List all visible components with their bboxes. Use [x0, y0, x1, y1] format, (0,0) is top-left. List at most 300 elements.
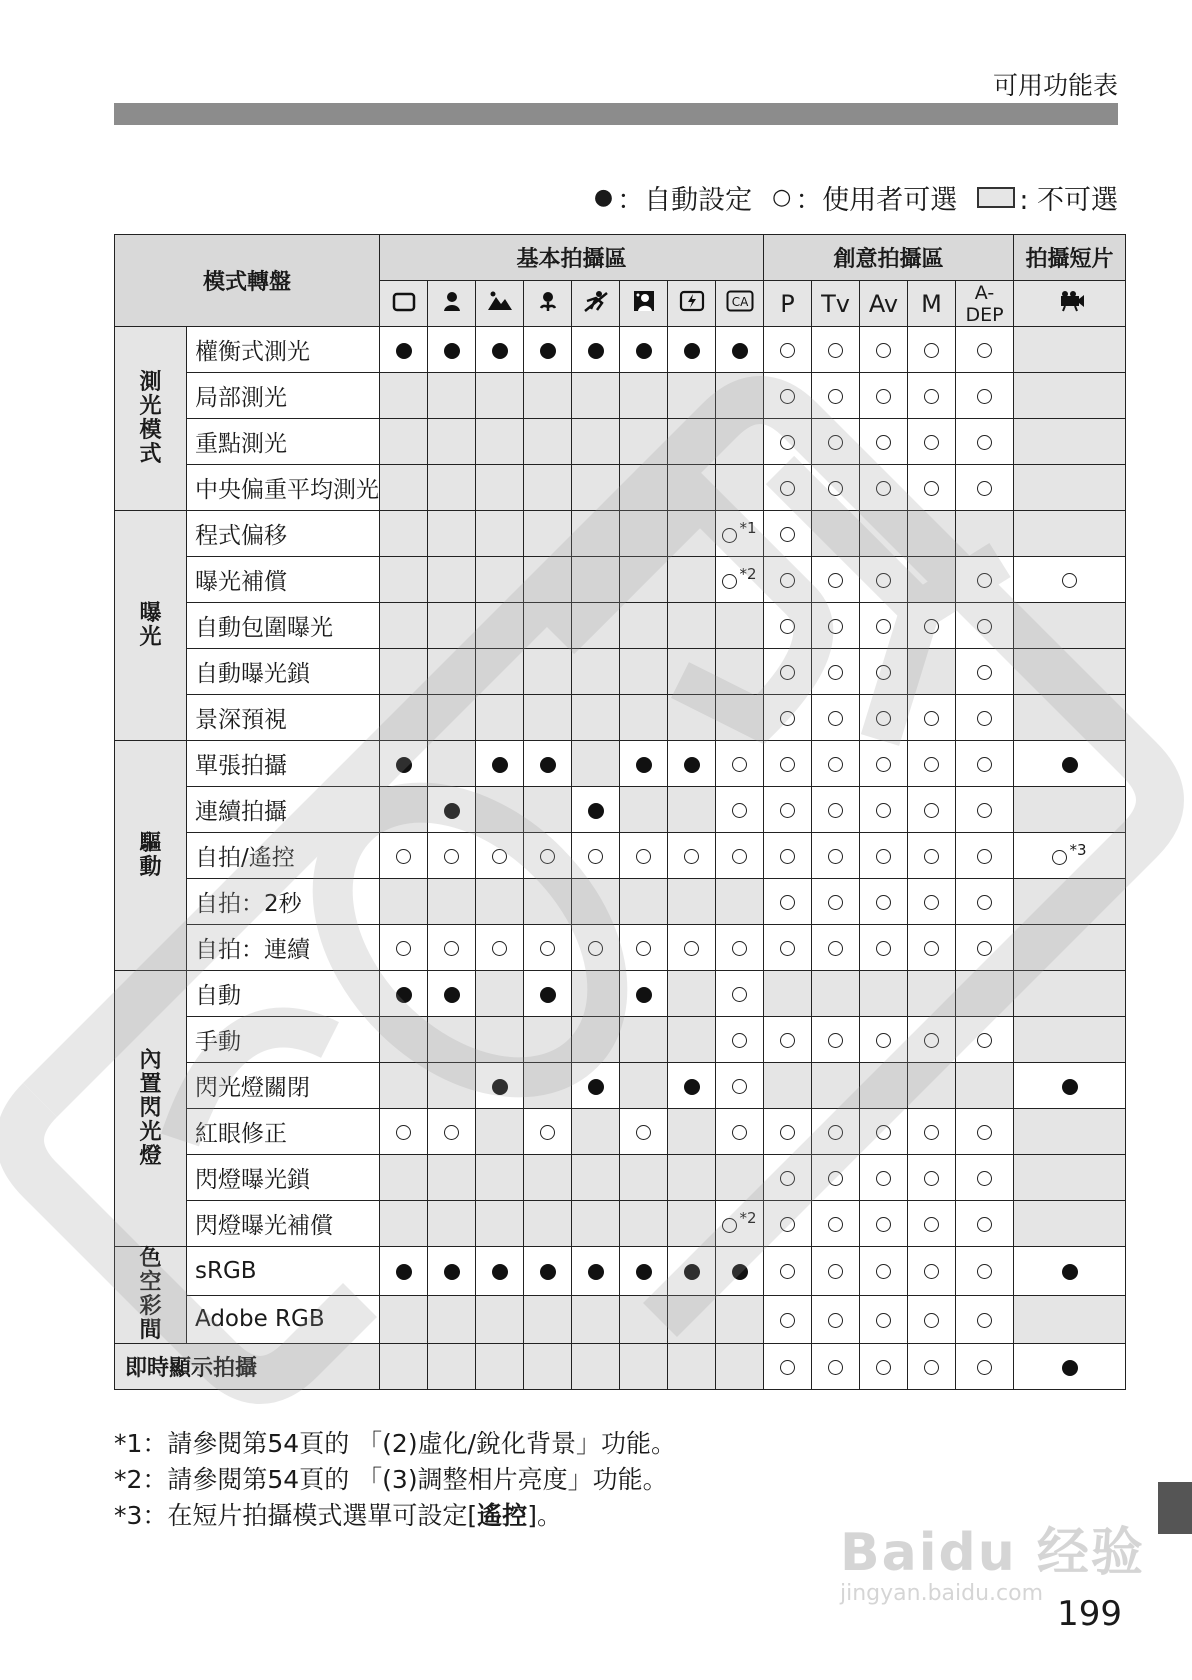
hollow-circle-icon — [828, 1125, 843, 1140]
user-selectable-cell — [764, 603, 812, 649]
not-selectable-cell — [380, 1017, 428, 1063]
hollow-circle-icon — [876, 803, 891, 818]
hollow-circle-icon — [732, 941, 747, 956]
table-row — [115, 741, 1126, 787]
user-selectable-cell — [812, 327, 860, 373]
user-selectable-cell — [764, 1247, 812, 1296]
hollow-circle-icon — [540, 849, 555, 864]
not-selectable-cell — [1014, 1017, 1126, 1063]
user-selectable-cell — [764, 695, 812, 741]
row-label: 即時顯示拍攝 — [115, 1344, 380, 1390]
table-row — [115, 695, 1126, 741]
group-creative: 創意拍攝區 — [764, 235, 1014, 281]
filled-circle-icon — [444, 803, 460, 819]
hollow-circle-icon — [828, 665, 843, 680]
not-selectable-cell — [476, 603, 524, 649]
user-selectable-cell — [620, 833, 668, 879]
user-selectable-cell — [956, 1201, 1014, 1247]
not-selectable-cell — [476, 1109, 524, 1155]
not-selectable-cell — [428, 1201, 476, 1247]
not-selectable-cell — [524, 1344, 572, 1390]
not-selectable-cell — [668, 1155, 716, 1201]
category-colorspace — [115, 1247, 187, 1344]
user-selectable-cell — [1014, 557, 1126, 603]
user-selectable-cell — [956, 419, 1014, 465]
user-selectable-cell — [380, 925, 428, 971]
not-selectable-cell — [380, 373, 428, 419]
user-selectable-cell — [812, 603, 860, 649]
not-selectable-cell — [860, 1063, 908, 1109]
not-selectable-cell — [1014, 787, 1126, 833]
user-selectable-cell — [716, 925, 764, 971]
legend-na-text: : 不可選 — [1019, 185, 1118, 216]
not-selectable-cell — [380, 511, 428, 557]
not-selectable-cell — [1014, 373, 1126, 419]
user-selectable-cell — [908, 1155, 956, 1201]
mode-adep-label: A-DEP — [956, 281, 1014, 327]
group-basic: 基本拍攝區 — [380, 235, 764, 281]
not-selectable-cell — [380, 787, 428, 833]
hollow-circle-icon: ○ — [772, 185, 792, 210]
user-selectable-cell — [908, 465, 956, 511]
hollow-circle-icon — [828, 1217, 843, 1232]
hollow-circle-icon — [876, 711, 891, 726]
legend-user-text: ：使用者可選 — [795, 185, 958, 216]
user-selectable-cell — [812, 419, 860, 465]
user-selectable-cell — [908, 1201, 956, 1247]
filled-circle-icon — [588, 1079, 604, 1095]
legend-auto — [594, 178, 752, 217]
hollow-circle-icon — [876, 343, 891, 358]
user-selectable-cell — [860, 1017, 908, 1063]
filled-circle-icon — [588, 1264, 604, 1280]
hollow-circle-icon — [977, 1033, 992, 1048]
user-selectable-cell — [620, 925, 668, 971]
not-selectable-cell — [668, 695, 716, 741]
table-row — [115, 327, 1126, 373]
not-selectable-cell — [620, 1155, 668, 1201]
not-selectable-cell — [620, 1201, 668, 1247]
not-selectable-cell — [668, 787, 716, 833]
auto-setting-cell — [1014, 741, 1126, 787]
hollow-circle-icon — [780, 1171, 795, 1186]
not-selectable-cell — [524, 511, 572, 557]
user-selectable-cell — [1014, 833, 1126, 879]
not-selectable-cell — [620, 1017, 668, 1063]
filled-circle-icon — [636, 757, 652, 773]
not-selectable-cell — [380, 879, 428, 925]
category-label: 驅動 — [139, 830, 162, 880]
user-selectable-cell — [908, 603, 956, 649]
hollow-circle-icon — [977, 849, 992, 864]
hollow-circle-icon — [876, 1264, 891, 1279]
hollow-circle-icon — [924, 1171, 939, 1186]
auto-setting-cell — [380, 327, 428, 373]
not-selectable-cell — [1014, 695, 1126, 741]
user-selectable-cell — [524, 833, 572, 879]
hollow-circle-icon — [828, 343, 843, 358]
user-selectable-cell — [524, 925, 572, 971]
not-selectable-cell — [620, 879, 668, 925]
auto-setting-cell — [620, 327, 668, 373]
filled-circle-icon — [396, 987, 412, 1003]
user-selectable-cell — [956, 741, 1014, 787]
not-selectable-cell — [668, 1344, 716, 1390]
footnote-3-bold: 遙控 — [477, 1501, 528, 1530]
auto-setting-cell — [428, 787, 476, 833]
not-selectable-cell — [908, 1063, 956, 1109]
auto-setting-cell — [572, 1247, 620, 1296]
hollow-circle-icon — [924, 803, 939, 818]
hollow-circle-icon — [876, 1033, 891, 1048]
filled-circle-icon — [540, 757, 556, 773]
not-selectable-cell — [956, 971, 1014, 1017]
hollow-circle-icon — [722, 528, 737, 543]
auto-setting-cell — [524, 1247, 572, 1296]
hollow-circle-icon — [732, 1125, 747, 1140]
user-selectable-cell — [716, 1201, 764, 1247]
user-selectable-cell — [908, 787, 956, 833]
footnote-1: *1：請參閱第54頁的 「(2)虛化/銳化背景」功能。 — [114, 1429, 677, 1458]
user-selectable-cell — [956, 327, 1014, 373]
not-selectable-cell — [428, 603, 476, 649]
hollow-circle-icon — [876, 1171, 891, 1186]
not-selectable-cell — [476, 695, 524, 741]
hollow-circle-icon — [876, 389, 891, 404]
footnotes — [114, 1426, 676, 1534]
auto-setting-cell — [620, 741, 668, 787]
footnote-marker: *2 — [739, 565, 757, 583]
not-selectable-cell — [572, 511, 620, 557]
not-selectable-cell — [476, 1201, 524, 1247]
category-metering — [115, 327, 187, 511]
filled-circle-icon — [540, 987, 556, 1003]
not-selectable-cell — [668, 373, 716, 419]
user-selectable-cell — [764, 1344, 812, 1390]
user-selectable-cell — [764, 465, 812, 511]
page-number: 199 — [1057, 1594, 1122, 1634]
hollow-circle-icon — [780, 849, 795, 864]
row-label: 自拍：2秒 — [187, 879, 380, 925]
legend-user — [772, 178, 957, 217]
filled-circle-icon — [588, 343, 604, 359]
user-selectable-cell — [812, 1295, 860, 1344]
row-label: 連續拍攝 — [187, 787, 380, 833]
hollow-circle-icon — [636, 1125, 651, 1140]
category-label: 色空彩間 — [139, 1246, 162, 1343]
not-selectable-cell — [380, 695, 428, 741]
category-drive — [115, 741, 187, 971]
svg-text:CA: CA — [731, 294, 748, 309]
not-selectable-cell — [860, 511, 908, 557]
not-selectable-cell — [380, 1063, 428, 1109]
baidu-url: jingyan.baidu.com — [840, 1581, 1044, 1606]
user-selectable-cell — [764, 833, 812, 879]
user-selectable-cell — [764, 557, 812, 603]
user-selectable-cell — [956, 557, 1014, 603]
not-selectable-cell — [764, 1063, 812, 1109]
user-selectable-cell — [908, 1344, 956, 1390]
not-selectable-cell — [764, 971, 812, 1017]
hollow-circle-icon — [977, 481, 992, 496]
table-row — [115, 1017, 1126, 1063]
not-selectable-cell — [1014, 465, 1126, 511]
user-selectable-cell — [764, 649, 812, 695]
hollow-circle-icon — [732, 757, 747, 772]
user-selectable-cell — [812, 1247, 860, 1296]
not-selectable-cell — [908, 971, 956, 1017]
footnote-3 — [114, 1498, 676, 1534]
user-selectable-cell — [716, 1017, 764, 1063]
user-selectable-cell — [860, 1344, 908, 1390]
user-selectable-cell — [764, 741, 812, 787]
hollow-circle-icon — [876, 849, 891, 864]
hollow-circle-icon — [588, 941, 603, 956]
auto-setting-cell — [668, 327, 716, 373]
table-row — [115, 1063, 1126, 1109]
not-selectable-cell — [380, 1201, 428, 1247]
hollow-circle-icon — [444, 941, 459, 956]
row-label: Adobe RGB — [187, 1295, 380, 1344]
not-selectable-cell — [428, 557, 476, 603]
hollow-circle-icon — [732, 803, 747, 818]
filled-circle-icon — [444, 343, 460, 359]
not-selectable-cell — [428, 695, 476, 741]
not-selectable-cell — [428, 511, 476, 557]
user-selectable-cell — [764, 1155, 812, 1201]
not-selectable-cell — [428, 373, 476, 419]
hollow-circle-icon — [828, 481, 843, 496]
not-selectable-cell — [524, 419, 572, 465]
user-selectable-cell — [380, 833, 428, 879]
user-selectable-cell — [860, 1109, 908, 1155]
header-bar — [114, 103, 1118, 125]
hollow-circle-icon — [977, 1125, 992, 1140]
hollow-circle-icon — [780, 619, 795, 634]
hollow-circle-icon — [828, 435, 843, 450]
table-row — [115, 1201, 1126, 1247]
hollow-circle-icon — [396, 941, 411, 956]
hollow-circle-icon — [780, 1125, 795, 1140]
not-selectable-cell — [524, 465, 572, 511]
table-row — [115, 971, 1126, 1017]
not-selectable-cell — [428, 1017, 476, 1063]
filled-circle-icon — [684, 757, 700, 773]
not-selectable-cell — [380, 603, 428, 649]
user-selectable-cell — [908, 327, 956, 373]
hollow-circle-icon — [828, 389, 843, 404]
hollow-circle-icon — [977, 803, 992, 818]
row-label: 閃燈曝光鎖 — [187, 1155, 380, 1201]
not-selectable-cell — [620, 1063, 668, 1109]
not-selectable-cell — [380, 1295, 428, 1344]
not-selectable-cell — [908, 557, 956, 603]
user-selectable-cell — [908, 373, 956, 419]
not-selectable-cell — [716, 1295, 764, 1344]
hollow-circle-icon — [732, 1033, 747, 1048]
not-selectable-cell — [476, 1155, 524, 1201]
user-selectable-cell — [860, 741, 908, 787]
hollow-circle-icon — [780, 711, 795, 726]
user-selectable-cell — [860, 1155, 908, 1201]
hollow-circle-icon — [780, 1264, 795, 1279]
not-selectable-cell — [716, 373, 764, 419]
not-selectable-cell — [716, 649, 764, 695]
not-selectable-cell — [476, 1017, 524, 1063]
hollow-circle-icon — [540, 941, 555, 956]
mode-p-label: P — [764, 281, 812, 327]
user-selectable-cell — [764, 1295, 812, 1344]
not-selectable-cell — [1014, 419, 1126, 465]
hollow-circle-icon — [924, 757, 939, 772]
not-selectable-cell — [572, 695, 620, 741]
hollow-circle-icon — [780, 941, 795, 956]
auto-setting-cell — [428, 1247, 476, 1296]
hollow-circle-icon — [977, 1313, 992, 1328]
not-selectable-cell — [476, 419, 524, 465]
not-selectable-cell — [572, 1295, 620, 1344]
user-selectable-cell — [860, 833, 908, 879]
category-label: 測光模式 — [139, 369, 162, 467]
user-selectable-cell — [860, 649, 908, 695]
filled-circle-icon — [396, 343, 412, 359]
user-selectable-cell — [572, 833, 620, 879]
not-selectable-cell — [572, 1344, 620, 1390]
row-label: 單張拍攝 — [187, 741, 380, 787]
not-selectable-cell — [1014, 327, 1126, 373]
hollow-circle-icon — [396, 1125, 411, 1140]
not-selectable-cell — [476, 1295, 524, 1344]
hollow-circle-icon — [876, 481, 891, 496]
not-selectable-cell — [524, 1201, 572, 1247]
hollow-circle-icon — [780, 527, 795, 542]
auto-setting-cell — [572, 787, 620, 833]
not-selectable-cell — [668, 649, 716, 695]
not-selectable-cell — [668, 419, 716, 465]
user-selectable-cell — [956, 833, 1014, 879]
legend-na — [977, 178, 1118, 217]
hollow-circle-icon — [684, 849, 699, 864]
user-selectable-cell — [812, 373, 860, 419]
hollow-circle-icon — [722, 574, 737, 589]
not-selectable-cell — [572, 419, 620, 465]
not-selectable-cell — [716, 1155, 764, 1201]
row-label: 閃光燈關閉 — [187, 1063, 380, 1109]
user-selectable-cell — [716, 971, 764, 1017]
filled-circle-icon — [1062, 757, 1078, 773]
not-selectable-cell — [524, 787, 572, 833]
hollow-circle-icon — [828, 757, 843, 772]
user-selectable-cell — [812, 1344, 860, 1390]
hollow-circle-icon — [876, 435, 891, 450]
filled-circle-icon — [684, 343, 700, 359]
row-label: 手動 — [187, 1017, 380, 1063]
auto-setting-cell — [476, 741, 524, 787]
not-selectable-cell — [572, 1017, 620, 1063]
user-selectable-cell — [812, 1109, 860, 1155]
not-selectable-cell — [620, 557, 668, 603]
user-selectable-cell — [860, 1201, 908, 1247]
not-selectable-cell — [620, 465, 668, 511]
row-label: 自動 — [187, 971, 380, 1017]
user-selectable-cell — [764, 879, 812, 925]
category-flash — [115, 971, 187, 1247]
table-row — [115, 465, 1126, 511]
hollow-circle-icon — [924, 1264, 939, 1279]
not-selectable-cell — [380, 1344, 428, 1390]
hollow-circle-icon — [780, 573, 795, 588]
auto-setting-cell — [620, 1247, 668, 1296]
not-selectable-cell — [572, 649, 620, 695]
footnote-3-post: ]。 — [527, 1501, 562, 1530]
not-selectable-cell — [380, 649, 428, 695]
not-selectable-cell — [476, 465, 524, 511]
hollow-circle-icon — [977, 1171, 992, 1186]
auto-setting-cell — [668, 741, 716, 787]
mode-full-auto-icon — [380, 281, 428, 327]
filled-circle-icon — [540, 343, 556, 359]
hollow-circle-icon — [924, 1360, 939, 1375]
not-selectable-cell — [620, 695, 668, 741]
table-row — [115, 603, 1126, 649]
hollow-circle-icon — [828, 1033, 843, 1048]
not-selectable-cell — [524, 1017, 572, 1063]
user-selectable-cell — [428, 833, 476, 879]
hollow-circle-icon — [780, 1033, 795, 1048]
table-row — [115, 879, 1126, 925]
hollow-circle-icon — [828, 1360, 843, 1375]
legend — [594, 178, 1118, 217]
hollow-circle-icon — [732, 987, 747, 1002]
hollow-circle-icon — [924, 1125, 939, 1140]
hollow-circle-icon — [924, 895, 939, 910]
hollow-circle-icon — [1052, 850, 1067, 865]
hollow-circle-icon — [876, 895, 891, 910]
not-selectable-cell — [476, 511, 524, 557]
not-selectable-cell — [956, 1063, 1014, 1109]
user-selectable-cell — [764, 1017, 812, 1063]
user-selectable-cell — [908, 879, 956, 925]
hollow-circle-icon — [977, 435, 992, 450]
user-selectable-cell — [764, 925, 812, 971]
user-selectable-cell — [380, 1109, 428, 1155]
user-selectable-cell — [860, 1295, 908, 1344]
hollow-circle-icon — [828, 619, 843, 634]
footnote-marker: *1 — [739, 519, 757, 537]
not-selectable-cell — [716, 695, 764, 741]
row-label: 程式偏移 — [187, 511, 380, 557]
user-selectable-cell — [956, 373, 1014, 419]
not-selectable-cell — [620, 1344, 668, 1390]
user-selectable-cell — [860, 925, 908, 971]
not-selectable-cell — [716, 603, 764, 649]
hollow-circle-icon — [977, 941, 992, 956]
user-selectable-cell — [908, 1017, 956, 1063]
not-selectable-cell — [428, 649, 476, 695]
hollow-circle-icon — [636, 849, 651, 864]
hollow-circle-icon — [492, 941, 507, 956]
category-label: 內置閃光燈 — [139, 1047, 162, 1169]
not-selectable-cell — [1014, 1109, 1126, 1155]
not-selectable-cell — [428, 1344, 476, 1390]
user-selectable-cell — [812, 741, 860, 787]
hollow-circle-icon — [876, 619, 891, 634]
hollow-circle-icon — [924, 481, 939, 496]
filled-circle-icon — [540, 1264, 556, 1280]
not-selectable-cell — [668, 879, 716, 925]
hollow-circle-icon — [977, 895, 992, 910]
hollow-circle-icon — [828, 711, 843, 726]
